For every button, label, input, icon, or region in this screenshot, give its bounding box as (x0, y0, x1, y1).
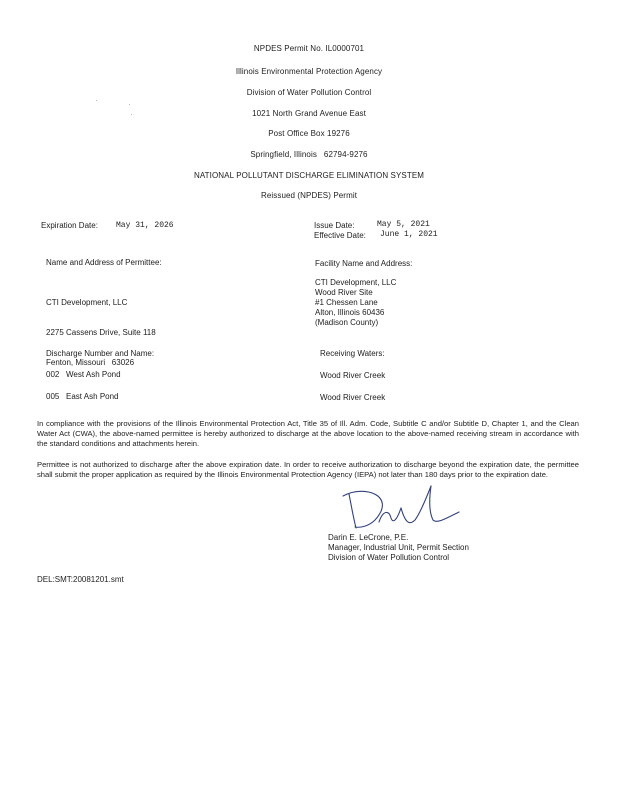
expiration-date-label: Expiration Date: (41, 221, 98, 230)
agency-name: Illinois Environmental Protection Agency (235, 67, 383, 76)
facility-address-line: #1 Chessen Lane (315, 298, 378, 307)
receiving-label: Receiving Waters: (320, 349, 385, 358)
permittee-address-line: Fenton, Missouri 63026 (46, 358, 135, 367)
discharge-item: 002 West Ash Pond (46, 370, 121, 379)
system-title: NATIONAL POLLUTANT DISCHARGE ELIMINATION SYSTEM (193, 171, 425, 180)
facility-address (315, 278, 396, 328)
effective-date-value: June 1, 2021 (380, 230, 438, 239)
discharge-item: 005 East Ash Pond (46, 392, 119, 401)
city-state-zip: Springfield, Illinois 62794-9276 (250, 150, 368, 159)
issue-date-label: Issue Date: (314, 221, 355, 230)
effective-date-label: Effective Date: (314, 231, 366, 240)
scan-speck (129, 104, 130, 105)
document-reference: DEL:SMT:20081201.smt (37, 575, 124, 584)
facility-address-line: CTI Development, LLC (315, 278, 397, 287)
po-box: Post Office Box 19276 (268, 129, 350, 138)
authorization-paragraph: Permittee is not authorized to discharge after the above expiration date. In order to receive authorization to discharge beyond the expiration date, the permittee shall submit the proper application as required by the Illinois Environmental Protection Agency (IEPA) not later than 180 days prior to the expiration date. (37, 460, 579, 479)
permittee-label: Name and Address of Permittee: (46, 258, 162, 267)
facility-label: Facility Name and Address: (315, 259, 413, 268)
facility-address-line: Alton, Illinois 60436 (315, 308, 385, 317)
receiving-item: Wood River Creek (320, 393, 386, 402)
issue-date-value: May 5, 2021 (377, 220, 430, 229)
division-name: Division of Water Pollution Control (246, 88, 372, 97)
handwritten-signature (335, 482, 470, 534)
permit-number: NPDES Permit No. IL0000701 (253, 44, 365, 53)
signatory-division: Division of Water Pollution Control (328, 553, 450, 562)
signatory-block (328, 533, 469, 563)
compliance-paragraph: In compliance with the provisions of the Illinois Environmental Protection Act, Title 35 of Ill. Adm. Code, Subtitle C and/or Subtitle D, Chapter 1, and the Clean Water Act (CWA), the above-named permittee is hereby authorized to discharge at the above location to the above-named receiving stream in accordance with the standard conditions and attachments herein. (37, 419, 579, 448)
permit-type: Reissued (NPDES) Permit (260, 191, 358, 200)
street-address: 1021 North Grand Avenue East (252, 109, 366, 118)
signatory-title: Manager, Industrial Unit, Permit Section (328, 543, 469, 552)
discharge-label: Discharge Number and Name: (46, 349, 155, 358)
permittee-address-line: CTI Development, LLC (46, 298, 128, 307)
facility-address-line: (Madison County) (315, 318, 379, 327)
permittee-address-line: 2275 Cassens Drive, Suite 118 (46, 328, 156, 337)
signatory-name: Darin E. LeCrone, P.E. (328, 533, 409, 542)
facility-address-line: Wood River Site (315, 288, 373, 297)
receiving-item: Wood River Creek (320, 371, 386, 380)
scan-speck (96, 100, 97, 101)
expiration-date-value: May 31, 2026 (116, 221, 174, 230)
